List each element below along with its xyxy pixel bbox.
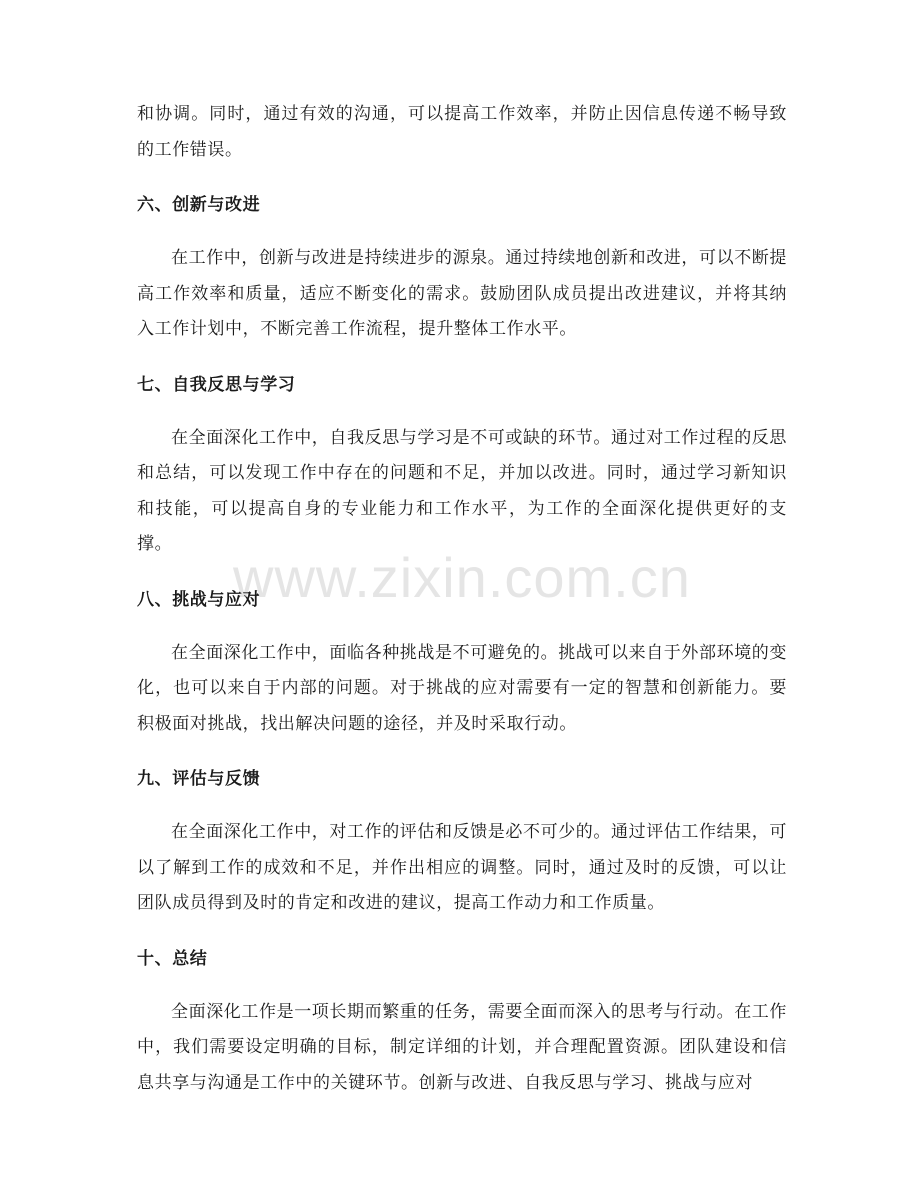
intro-paragraph: 和协调。同时，通过有效的沟通，可以提高工作效率，并防止因信息传递不畅导致的工作错误。: [137, 104, 787, 160]
section-body-8: 在全面深化工作中，面临各种挑战是不可避免的。挑战可以来自于外部环境的变化，也可以来自于内部的问题。对于挑战的应对需要有一定的智慧和创新能力。要积极面对挑战，找出解决问题的途径，并及时采取行动。: [137, 642, 787, 734]
watermark: www.zixin.com.cn: [233, 546, 691, 609]
section-body-7: 在全面深化工作中，自我反思与学习是不可或缺的环节。通过对工作过程的反思和总结，可以发现工作中存在的问题和不足，并加以改进。同时，通过学习新知识和技能，可以提高自身的专业能力和工作水平，为工作的全面深化提供更好的支撑。: [137, 427, 787, 554]
document-content: [137, 97, 787, 1101]
section-heading-10: 十、总结: [137, 948, 208, 969]
section-heading-8: 八、挑战与应对: [137, 589, 261, 610]
section-heading-9: 九、评估与反馈: [137, 769, 261, 789]
section-body-10: 全面深化工作是一项长期而繁重的任务，需要全面而深入的思考与行动。在工作中，我们需要设定明确的目标，制定详细的计划，并合理配置资源。团队建设和信息共享与沟通是工作中的关键环节。创新与改进、自我反思与学习、挑战与应对: [137, 1001, 787, 1093]
section-body-6: 在工作中，创新与改进是持续进步的源泉。通过持续地创新和改进，可以不断提高工作效率和质量，适应不断变化的需求。鼓励团队成员提出改进建议，并将其纳入工作计划中，不断完善工作流程，提升整体工作水平。: [137, 248, 787, 339]
section-heading-6: 六、创新与改进: [137, 195, 261, 215]
section-body-9: 在全面深化工作中，对工作的评估和反馈是必不可少的。通过评估工作结果，可以了解到工作的成效和不足，并作出相应的调整。同时，通过及时的反馈，可以让团队成员得到及时的肯定和改进的建议，提高工作动力和工作质量。: [137, 822, 787, 913]
section-heading-7: 七、自我反思与学习: [137, 374, 296, 395]
